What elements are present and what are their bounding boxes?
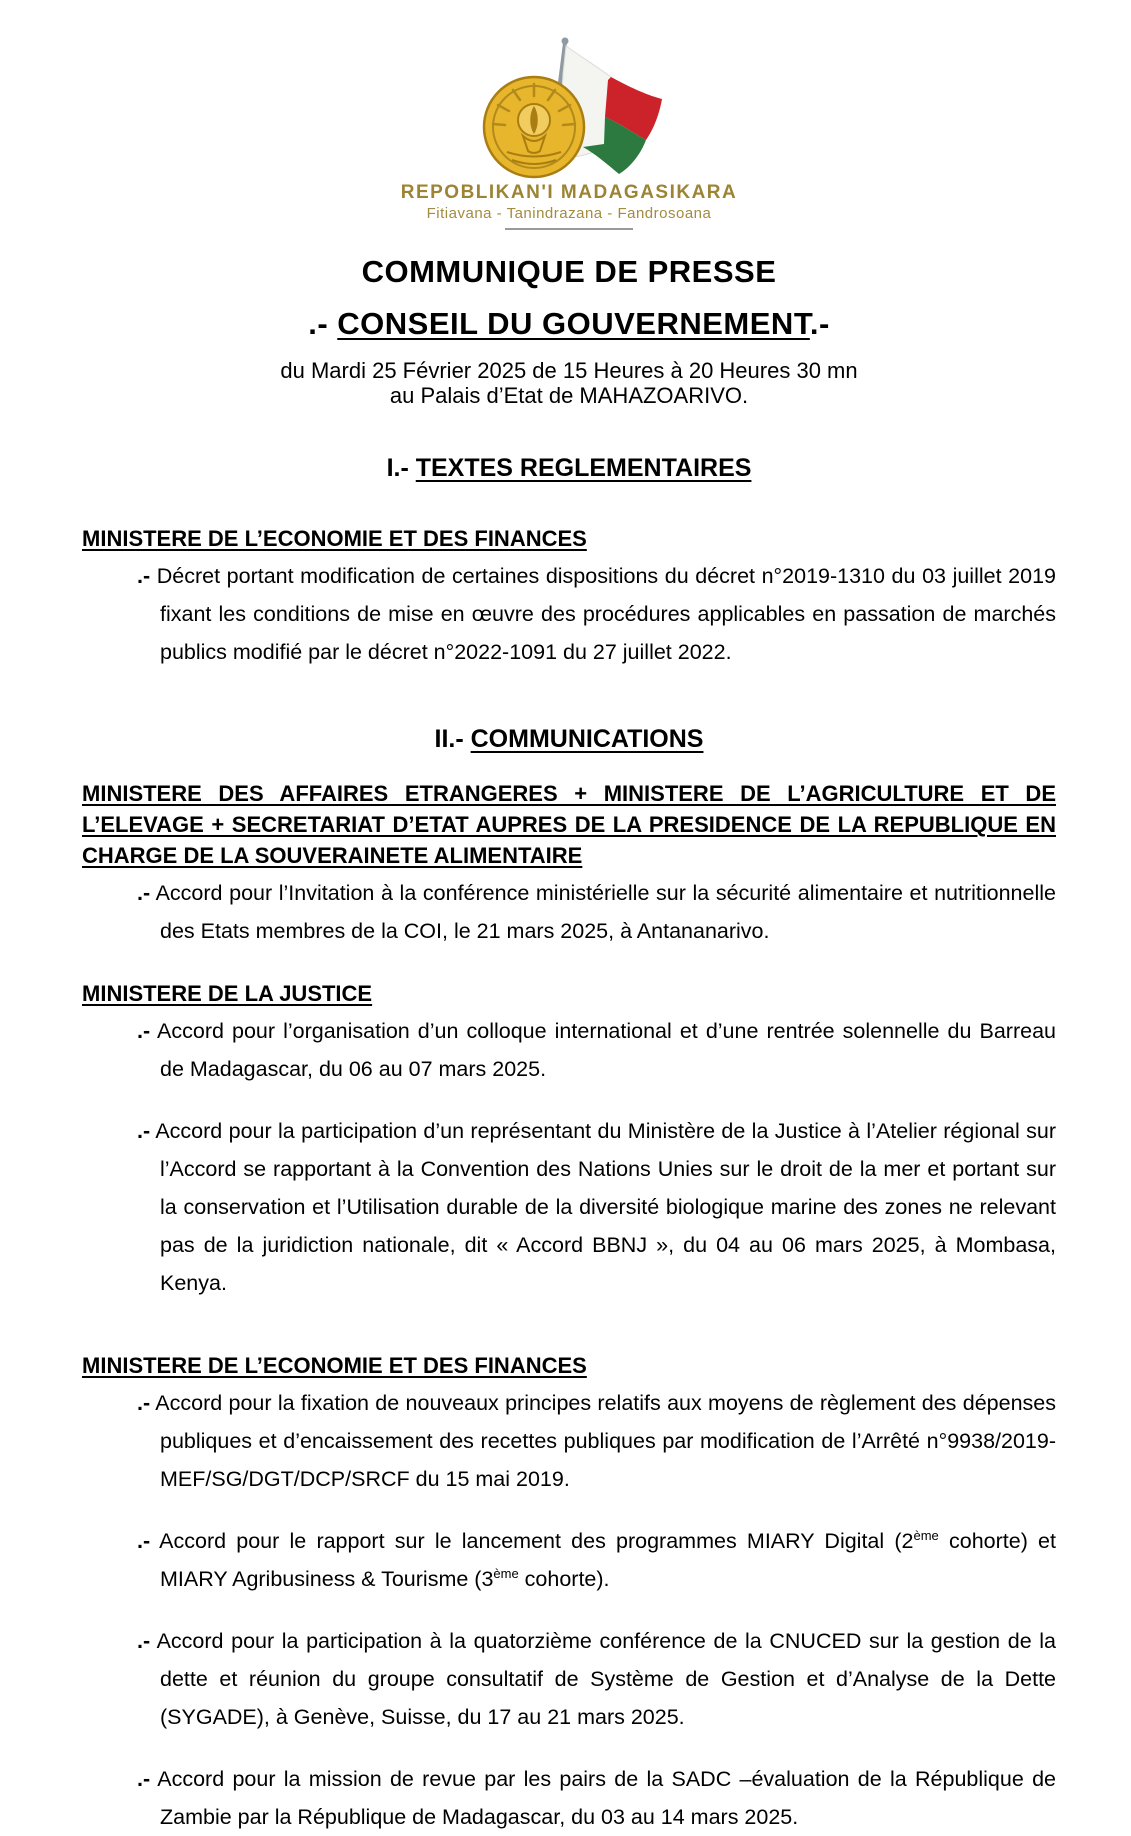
item-bullet: .- [137, 1119, 151, 1143]
accord-item [82, 1522, 1056, 1598]
group-justice [82, 978, 1056, 1302]
item-bullet: .- [137, 564, 151, 588]
subtitle-prefix: .- [308, 306, 338, 341]
logo-title: REPOBLIKAN'I MADAGASIKARA [400, 182, 738, 203]
section-number: I.- [386, 454, 409, 482]
section-heading-textes-reglementaires [82, 454, 1056, 483]
accord-item [82, 1622, 1056, 1736]
logo-motto: Fitiavana - Tanindrazana - Fandrosoana [426, 205, 712, 222]
item-text: Décret portant modification de certaines dispositions du décret n°2019-1310 du 03 juillet 2019 fixant les conditions de mise en œuvre des procédures applicables en passation de marchés publics modifié par le décret n°2022-1091 du 27 juillet 2022. [156, 564, 1056, 664]
item-text: Accord pour la participation à la quatorzième conférence de la CNUCED sur la gestion de la dette et réunion du groupe consultatif de Système de Gestion et d’Analyse de la Dette (SYGADE), à Genève, Suisse, du 17 au 21 mars 2025. [156, 1629, 1056, 1729]
section-heading-communications [82, 725, 1056, 754]
item-text: Accord pour la mission de revue par les pairs de la SADC –évaluation de la République de Zambie par la République de Madagascar, du 03 au 14 mars 2025. [157, 1767, 1056, 1829]
accord-item [82, 874, 1056, 950]
session-date: du Mardi 25 Février 2025 de 15 Heures à 20 Heures 30 mn [280, 358, 858, 383]
item-text: Accord pour la fixation de nouveaux principes relatifs aux moyens de règlement des dépenses publiques et d’encaissement des recettes publiques par modification de l’Arrêté n°9938/2019-MEF/SG/DGT/DCP/SRCF du 15 mai 2019. [155, 1391, 1056, 1491]
accord-item [82, 1112, 1056, 1302]
accord-item [82, 1760, 1056, 1836]
item-text: Accord pour la participation d’un représentant du Ministère de la Justice à l’Atelier régional sur l’Accord se rapportant à la Convention des Nations Unies sur le droit de la mer et portant sur la conservation et l’Utilisation durable de la diversité biologique marine des zones ne relevant pas de la juridiction nationale, dit « Accord BBNJ », du 04 au 06 mars 2025, à Mombasa, Kenya. [155, 1119, 1056, 1295]
masthead [82, 34, 1056, 230]
logo-divider [505, 228, 633, 230]
item-bullet: .- [137, 1019, 151, 1043]
item-bullet: .- [137, 1391, 151, 1415]
accord-item [82, 1012, 1056, 1088]
session-location: au Palais d’Etat de MAHAZOARIVO. [389, 383, 749, 408]
decree-item [82, 557, 1056, 671]
group-mef-textes [82, 523, 1056, 671]
accord-item [82, 1384, 1056, 1498]
group-affaires-etrangeres [82, 778, 1056, 950]
document-subtitle [82, 306, 1056, 342]
ministry-heading: MINISTERE DE L’ECONOMIE ET DES FINANCES [82, 1353, 587, 1378]
item-bullet: .- [137, 1767, 151, 1791]
item-text: Accord pour le rapport sur le lancement des programmes MIARY Digital (2ème cohorte) et MIARY Agribusiness & Tourisme (3ème cohorte). [159, 1527, 1056, 1591]
subtitle-suffix: .- [809, 306, 830, 341]
madagascar-emblem-icon [471, 34, 667, 180]
ministry-heading: MINISTERE DE L’ECONOMIE ET DES FINANCES [82, 526, 587, 551]
section-number: II.- [434, 725, 464, 753]
item-bullet: .- [137, 881, 151, 905]
session-info [82, 358, 1056, 408]
subtitle-text: CONSEIL DU GOUVERNEMENT [337, 306, 810, 341]
item-text: Accord pour l’organisation d’un colloque international et d’une rentrée solennelle du Barreau de Madagascar, du 06 au 07 mars 2025. [157, 1019, 1056, 1081]
item-bullet: .- [137, 1529, 151, 1553]
document-title: COMMUNIQUE DE PRESSE [361, 254, 777, 289]
section-title: COMMUNICATIONS [470, 725, 704, 753]
item-bullet: .- [137, 1629, 151, 1653]
group-mef-communications [82, 1350, 1056, 1836]
ministry-heading: MINISTERE DES AFFAIRES ETRANGERES + MINISTERE DE L’AGRICULTURE ET DE L’ELEVAGE + SECRETARIAT D’ETAT AUPRES DE LA PRESIDENCE DE LA REPUBLIQUE EN CHARGE DE LA SOUVERAINETE ALIMENTAIRE [82, 781, 1056, 868]
section-title: TEXTES REGLEMENTAIRES [415, 454, 752, 482]
item-text: Accord pour l’Invitation à la conférence ministérielle sur la sécurité alimentaire et nutritionnelle des Etats membres de la COI, le 21 mars 2025, à Antananarivo. [155, 881, 1056, 943]
ministry-heading: MINISTERE DE LA JUSTICE [82, 981, 373, 1006]
